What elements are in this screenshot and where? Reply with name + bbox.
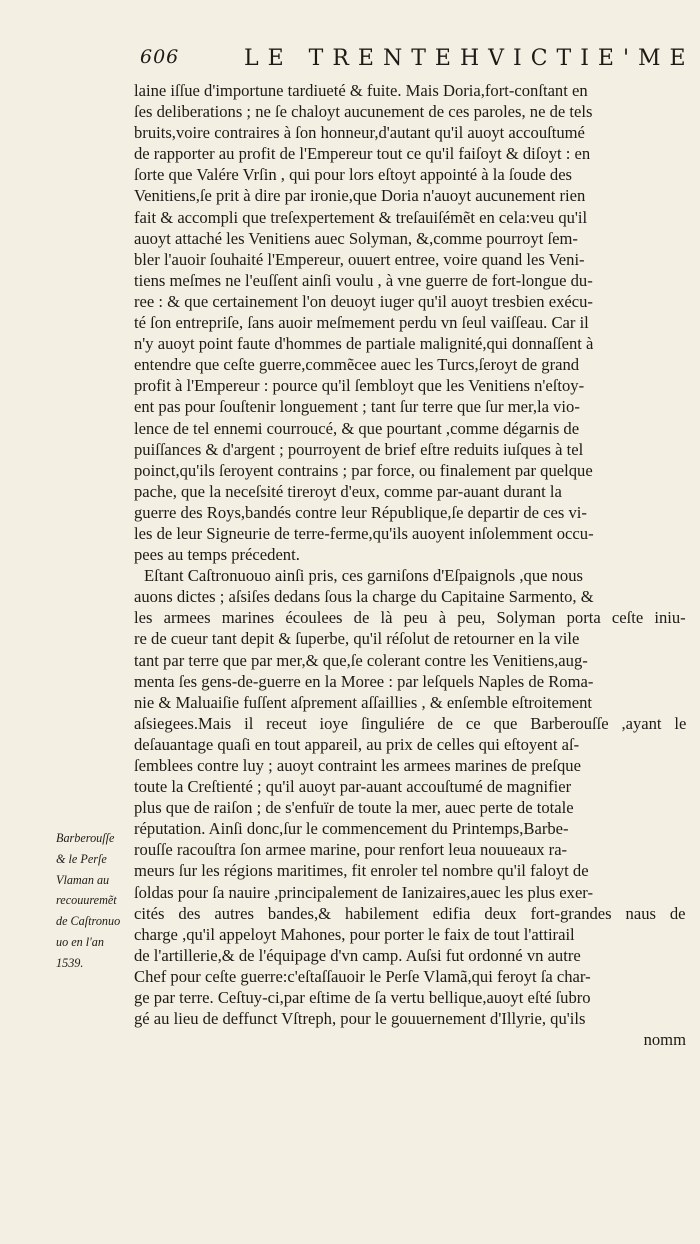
text-line: poinct,qu'ils ſeroyent contrains ; par force, ou finalement par quelque bbox=[134, 460, 593, 480]
text-line: charge ,qu'il appeloyt Mahones, pour porter le faix de tout l'attirail bbox=[134, 924, 575, 944]
text-line: deſauantage quaſi en tout appareil, au prix de celles qui eſtoyent aſ- bbox=[134, 734, 580, 754]
marginal-note-line: Vlaman au bbox=[56, 872, 110, 887]
text-line: pees au temps précedent. bbox=[134, 545, 300, 565]
text-line: n'y auoyt point faute d'hommes de partiale malignité,qui donnaſſent à bbox=[134, 334, 594, 354]
text-line: tant par terre que par mer,& que,ſe colerant contre les Venitiens,aug- bbox=[134, 650, 588, 670]
text-line: de rapporter au profit de l'Empereur tout ce qu'il faiſoyt & diſoyt : en bbox=[134, 144, 591, 164]
text-line: ſemblees contre luy ; auoyt contraint les armees marines de preſque bbox=[134, 756, 581, 775]
text-line: ge par terre. Ceſtuy-ci,par eſtime de ſa vertu bellique,auoyt eſté ſubro bbox=[134, 988, 591, 1008]
text-line: plus que de raiſon ; de s'enfuïr de toute la mer, auec perte de totale bbox=[134, 798, 574, 818]
text-line: ree : & que certainement l'on deuoyt iuger qu'il auoyt tresbien exécu- bbox=[134, 291, 593, 311]
body-text bbox=[134, 80, 686, 1050]
marginal-note-line: 1539. bbox=[56, 955, 84, 970]
text-line: bruits,voire contraires à ſon honneur,d'autant qu'il auoyt accouſtumé bbox=[134, 123, 585, 143]
marginal-note-line: de Caſtronuo bbox=[56, 914, 121, 929]
text-line: toute la Creſtienté ; qu'il auoyt par-auant accouſtumé de magnifier bbox=[134, 777, 572, 797]
marginal-note-line: uo en l'an bbox=[56, 934, 104, 949]
text-line: laine iſſue d'importune tardiueté & fuite. Mais Doria,fort-conſtant en bbox=[134, 81, 588, 100]
text-line: guerre des Roys,bandés contre leur République,ſe departir de ces vi- bbox=[134, 502, 587, 522]
text-line: pache, que la neceſsité tireroyt d'eux, comme par-auant durant la bbox=[134, 481, 562, 501]
text-line: ſes deliberations ; ne ſe chaloyt aucunement de ces paroles, ne de tels bbox=[134, 102, 593, 122]
text-line: cités des autres bandes,& habilement edifia deux fort-grandes naus de bbox=[134, 903, 686, 923]
running-title: LE TRENTEHVICTIE'ME bbox=[244, 46, 695, 71]
marginal-note-line: recouuremẽt bbox=[56, 893, 117, 908]
marginal-note-line: & le Perſe bbox=[56, 851, 107, 866]
text-line: profit à l'Empereur : pource qu'il ſembloyt que les Venitiens n'eſtoy- bbox=[134, 376, 585, 396]
text-line: nomm bbox=[643, 1030, 686, 1050]
text-line: fait & accompli que treſexpertement & treſauiſémẽt en cela:veu qu'il bbox=[134, 207, 588, 227]
text-line: re de cueur tant depit & ſuperbe, qu'il réſolut de retourner en la vile bbox=[134, 629, 580, 649]
text-line: entendre que ceſte guerre,commẽcee auec les Turcs,ſeroyt de grand bbox=[134, 355, 580, 375]
marginal-note-line: Barberouſſe bbox=[56, 831, 115, 845]
text-line: Eſtant Caſtronuouo ainſi pris, ces garniſons d'Eſpaignols ,que nous bbox=[144, 566, 583, 586]
text-line: les de leur Signeurie de terre-ferme,qu'ils auoyent inſolemment occu- bbox=[134, 523, 594, 543]
text-line: de l'artillerie,& de l'équipage d'vn camp. Auſsi fut ordonné vn autre bbox=[134, 945, 581, 965]
text-line: aſsiegees.Mais il receut ioye ſinguliére de ce que Barberouſſe ,ayant le bbox=[134, 713, 686, 733]
text-line: menta ſes gens-de-guerre en la Moree : par leſquels Naples de Roma- bbox=[134, 671, 594, 691]
text-line: auoyt attaché les Venitiens auec Solyman, &,comme pourroyt ſem- bbox=[134, 228, 578, 248]
text-line: té ſon entrepriſe, ſans auoir meſmement perdu vn ſeul vaiſſeau. Car il bbox=[134, 313, 589, 333]
text-line: ent pas pour ſouſtenir longuement ; tant ſur terre que ſur mer,la vio- bbox=[134, 397, 580, 417]
text-line: réputation. Ainſi donc,ſur le commencement du Printemps,Barbe- bbox=[134, 819, 569, 839]
page-number: 606 bbox=[140, 46, 180, 68]
text-line: nie & Maluaiſie fuſſent aſprement aſſaillies , & enſemble eſtroitement bbox=[134, 692, 593, 712]
text-line: ſoldas pour ſa nauire ,principalement de Ianizaires,auec les plus exer- bbox=[134, 882, 594, 902]
text-line: auons dictes ; aſsiſes dedans ſous la charge du Capitaine Sarmento, & bbox=[134, 587, 594, 607]
text-line: meurs ſur les régions maritimes, fit enroler tel nombre qu'il faloyt de bbox=[134, 861, 589, 881]
text-line: Venitiens,ſe prit à dire par ironie,que Doria n'auoyt aucunement rien bbox=[134, 186, 586, 206]
text-line: rouſſe racouſtra ſon armee marine, pour renfort leua nouueaux ra- bbox=[134, 840, 568, 860]
text-line: ſorte que Valére Vrſin , qui pour lors eſtoyt appointé à la ſoude des bbox=[134, 165, 573, 185]
marginal-note bbox=[56, 828, 138, 974]
text-line: gé au lieu de deffunct Vſtreph, pour le gouuernement d'Illyrie, qu'ils bbox=[134, 1009, 586, 1029]
text-line: tiens meſmes ne l'euſſent ainſi voulu , à vne guerre de fort-longue du- bbox=[134, 270, 593, 290]
text-line: puiſſances & d'argent ; pourroyent de brief eſtre reduits iuſques à tel bbox=[134, 439, 584, 459]
text-line: bler l'auoir ſouhaité l'Empereur, ouuert entree, voire quand les Veni- bbox=[134, 249, 585, 269]
text-line: les armees marines écoulees de là peu à peu, Solyman porta ceſte iniu- bbox=[134, 608, 686, 628]
text-line: lence de tel ennemi courroucé, & que pourtant ,comme dégarnis de bbox=[134, 418, 580, 438]
text-line: Chef pour ceſte guerre:c'eſtaſſauoir le Perſe Vlamã,qui feroyt ſa char- bbox=[134, 966, 591, 986]
